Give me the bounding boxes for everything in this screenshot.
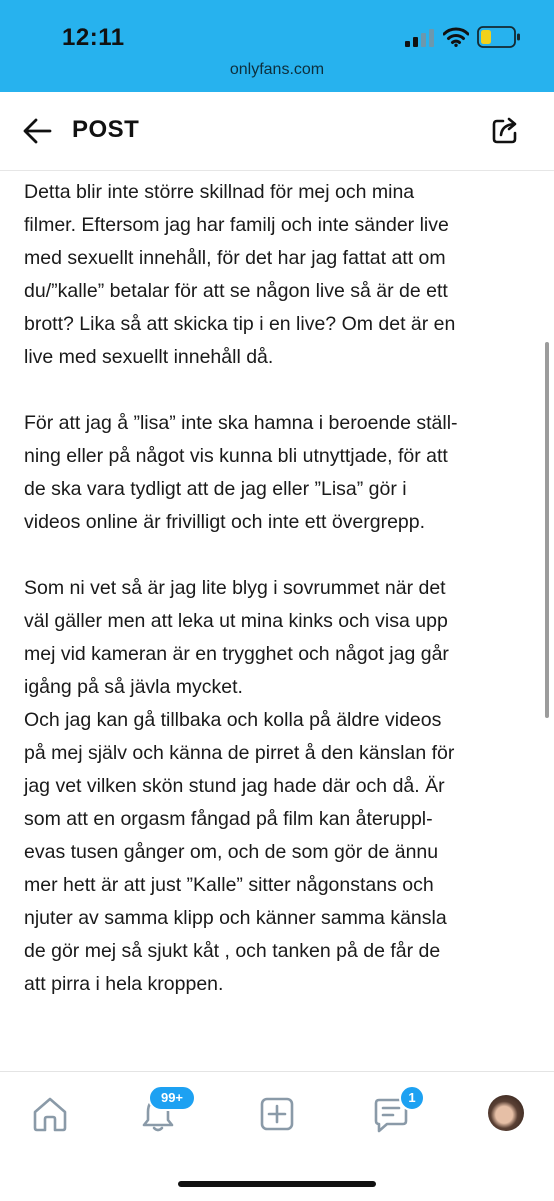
post-paragraph: För att jag å ”lisa” inte ska hamna i beroende ställ- ning eller på något vis kunna bli utnyttjade, för att de ska vara tydligt att de jag eller ”Lisa” gör i videos online är frivilligt och inte ett övergrepp.: [24, 412, 458, 533]
plus-square-icon[interactable]: [257, 1094, 297, 1134]
page-header: [0, 92, 554, 171]
post-paragraph: Som ni vet så är jag lite blyg i sovrummet när det väl gäller men att leka ut mina kinks och visa upp mej vid kameran är en trygghet och något jag går igång på så jävla mycket.: [24, 577, 449, 698]
messages-badge: 1: [399, 1085, 425, 1111]
share-icon[interactable]: [490, 116, 520, 146]
clock: 12:11: [62, 24, 125, 51]
home-icon[interactable]: [30, 1094, 70, 1134]
post-body: [24, 176, 529, 1001]
url-bar[interactable]: onlyfans.com: [229, 61, 325, 78]
notifications-badge: 99+: [148, 1085, 196, 1111]
wifi-icon: [443, 27, 469, 47]
post-paragraph: Detta blir inte större skillnad för mej och mina filmer. Eftersom jag har familj och inte sänder live med sexuellt innehåll, för det har jag fattat att om du/”kalle” betalar för att se någon live så är de ett brott? Lika så att skicka tip i en live? Om det är en live med sexuellt innehåll då.: [24, 181, 456, 368]
arrow-left-icon[interactable]: [22, 118, 52, 144]
post-paragraph: Och jag kan gå tillbaka och kolla på äldre videos på mej själv och känna de pirret å den känslan för jag vet vilken skön stund jag hade där och då. Är som att en orgasm fångad på film kan återuppl- evas tusen gånger om, och de som gör de ännu mer hett är att just ”Kalle” sitter någonstans och njuter av samma klipp och känner samma känsla de gör mej så sjukt kåt , och tanken på de får de att pirra i hela kroppen.: [24, 709, 455, 995]
battery-low-icon: [477, 26, 521, 48]
status-bar: [0, 0, 554, 92]
home-indicator[interactable]: [178, 1181, 376, 1187]
page-title: POST: [72, 116, 140, 143]
scrollbar[interactable]: [545, 342, 549, 718]
cellular-signal-icon: [405, 29, 435, 47]
avatar[interactable]: [488, 1095, 524, 1131]
